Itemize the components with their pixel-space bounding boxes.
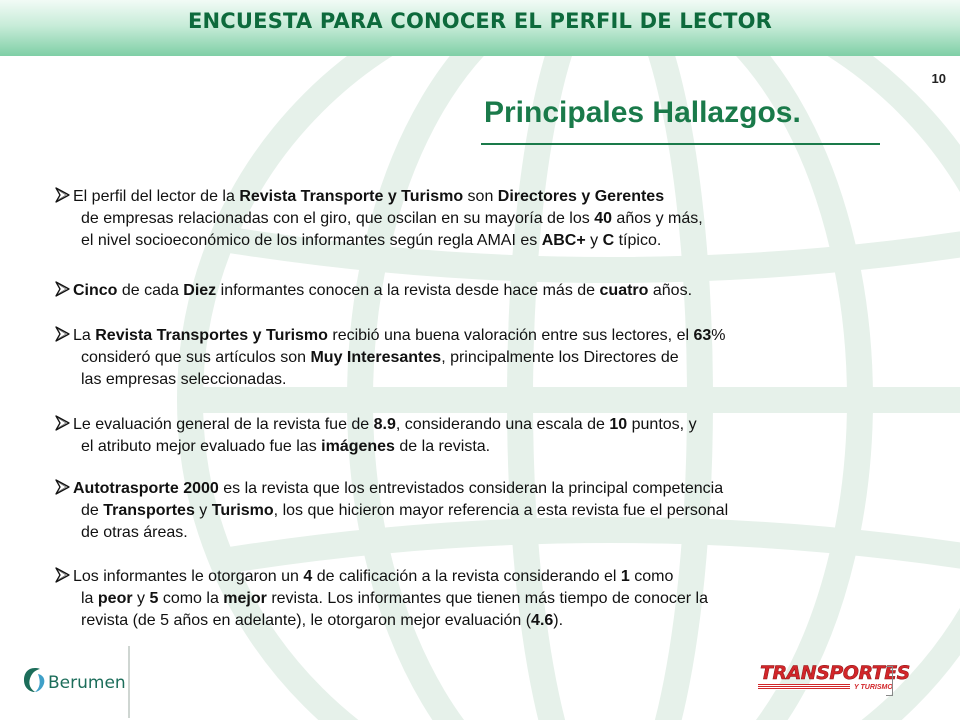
body-text: son xyxy=(463,188,498,205)
finding-line xyxy=(54,566,914,588)
emphasis-text: Autotrasporte 2000 xyxy=(73,480,219,497)
emphasis-text: Revista Transportes y Turismo xyxy=(95,327,328,344)
finding-line xyxy=(54,208,914,230)
finding-line xyxy=(54,414,914,436)
body-text: las empresas seleccionadas. xyxy=(81,371,287,388)
emphasis-text: Diez xyxy=(183,282,217,299)
body-text: y xyxy=(585,232,603,249)
bullet-arrow-icon xyxy=(54,281,73,297)
emphasis-text: 63 xyxy=(693,327,712,344)
body-text: típico. xyxy=(614,232,662,249)
body-text: , principalmente los Directores de xyxy=(441,349,679,366)
finding-line xyxy=(54,610,914,632)
title-underline xyxy=(481,143,880,145)
section-title: Principales Hallazgos. xyxy=(484,96,801,129)
page-number: 10 xyxy=(931,71,946,86)
finding-line xyxy=(54,347,914,369)
body-text: como xyxy=(629,568,674,585)
body-text: de otras áreas. xyxy=(81,524,188,541)
bullet-arrow-icon xyxy=(54,479,73,495)
berumen-logo xyxy=(10,646,130,718)
header-bar xyxy=(0,0,960,56)
body-text: como la xyxy=(158,590,224,607)
body-text: y xyxy=(132,590,150,607)
header-title: ENCUESTA PARA CONOCER EL PERFIL DE LECTOR xyxy=(187,9,773,33)
body-text: de la revista. xyxy=(394,438,491,455)
emphasis-text: C xyxy=(602,232,615,249)
emphasis-text: peor xyxy=(97,590,133,607)
transportes-logo-subtext: Y TURISMO xyxy=(854,684,893,691)
finding-item-4 xyxy=(54,414,914,458)
emphasis-text: 8.9 xyxy=(373,416,396,433)
body-text: el atributo mejor evaluado fue las xyxy=(81,438,322,455)
body-text: el nivel socioeconómico de los informantes según regla AMAI es xyxy=(81,232,542,249)
finding-line xyxy=(54,588,914,610)
finding-line xyxy=(54,436,914,458)
body-text: de calificación a la revista considerando el xyxy=(312,568,621,585)
transportes-logo xyxy=(758,662,910,696)
body-text: informantes conocen a la revista desde hace más de xyxy=(216,282,600,299)
emphasis-text: Directores y Gerentes xyxy=(497,188,665,205)
finding-item-1 xyxy=(54,186,914,252)
emphasis-text: 4 xyxy=(303,568,313,585)
emphasis-text: 10 xyxy=(609,416,628,433)
body-text: es la revista que los entrevistados consideran la principal competencia xyxy=(218,480,724,497)
body-text: de empresas relacionadas con el giro, que oscilan en su mayoría de los xyxy=(81,210,595,227)
body-text: años y más, xyxy=(611,210,703,227)
emphasis-text: mejor xyxy=(223,590,267,607)
body-text: recibió una buena valoración entre sus lectores, el xyxy=(327,327,694,344)
emphasis-text: Turismo xyxy=(211,502,274,519)
body-text: de xyxy=(81,502,104,519)
bullet-arrow-icon xyxy=(54,567,73,583)
body-text: ). xyxy=(553,612,564,629)
bullet-arrow-icon xyxy=(54,415,73,431)
emphasis-text: 40 xyxy=(594,210,612,227)
finding-line xyxy=(54,230,914,252)
emphasis-text: 4.6 xyxy=(531,612,554,629)
body-text: Los informantes le otorgaron un xyxy=(73,568,304,585)
body-text: % xyxy=(711,327,726,344)
berumen-logo-mark-icon xyxy=(22,666,48,694)
body-text: La xyxy=(73,327,96,344)
emphasis-text: cuatro xyxy=(599,282,649,299)
emphasis-text: Transportes xyxy=(103,502,195,519)
finding-line xyxy=(54,522,914,544)
finding-line xyxy=(54,478,914,500)
transportes-logo-frame xyxy=(886,666,893,696)
emphasis-text: imágenes xyxy=(321,438,395,455)
body-text: de cada xyxy=(117,282,184,299)
body-text: la xyxy=(81,590,98,607)
body-text: revista (de 5 años en adelante), le otorgaron mejor evaluación ( xyxy=(81,612,532,629)
body-text: revista. Los informantes que tienen más tiempo de conocer la xyxy=(266,590,708,607)
emphasis-text: 1 xyxy=(620,568,630,585)
body-text: años. xyxy=(648,282,693,299)
emphasis-text: Muy Interesantes xyxy=(310,349,442,366)
finding-item-2 xyxy=(54,280,914,302)
finding-item-6 xyxy=(54,566,914,632)
body-text: , considerando una escala de xyxy=(395,416,610,433)
body-text: puntos, y xyxy=(627,416,697,433)
body-text: , los que hicieron mayor referencia a esta revista fue el personal xyxy=(273,502,729,519)
finding-line xyxy=(54,280,914,302)
finding-line xyxy=(54,369,914,391)
transportes-logo-stripe xyxy=(758,684,850,690)
emphasis-text: Revista Transporte y Turismo xyxy=(239,188,464,205)
emphasis-text: Cinco xyxy=(73,282,118,299)
bullet-arrow-icon xyxy=(54,326,73,342)
berumen-logo-text: Berumen xyxy=(48,673,126,693)
finding-line xyxy=(54,500,914,522)
finding-line xyxy=(54,186,914,208)
emphasis-text: 5 xyxy=(149,590,159,607)
emphasis-text: ABC+ xyxy=(541,232,586,249)
finding-item-5 xyxy=(54,478,914,544)
transportes-logo-text: TRANSPORTES xyxy=(760,662,910,684)
finding-line xyxy=(54,325,914,347)
body-text: El perfil del lector de la xyxy=(73,188,240,205)
finding-item-3 xyxy=(54,325,914,391)
bullet-arrow-icon xyxy=(54,187,73,203)
body-text: y xyxy=(194,502,212,519)
body-text: consideró que sus artículos son xyxy=(81,349,311,366)
body-text: Le evaluación general de la revista fue de xyxy=(73,416,374,433)
